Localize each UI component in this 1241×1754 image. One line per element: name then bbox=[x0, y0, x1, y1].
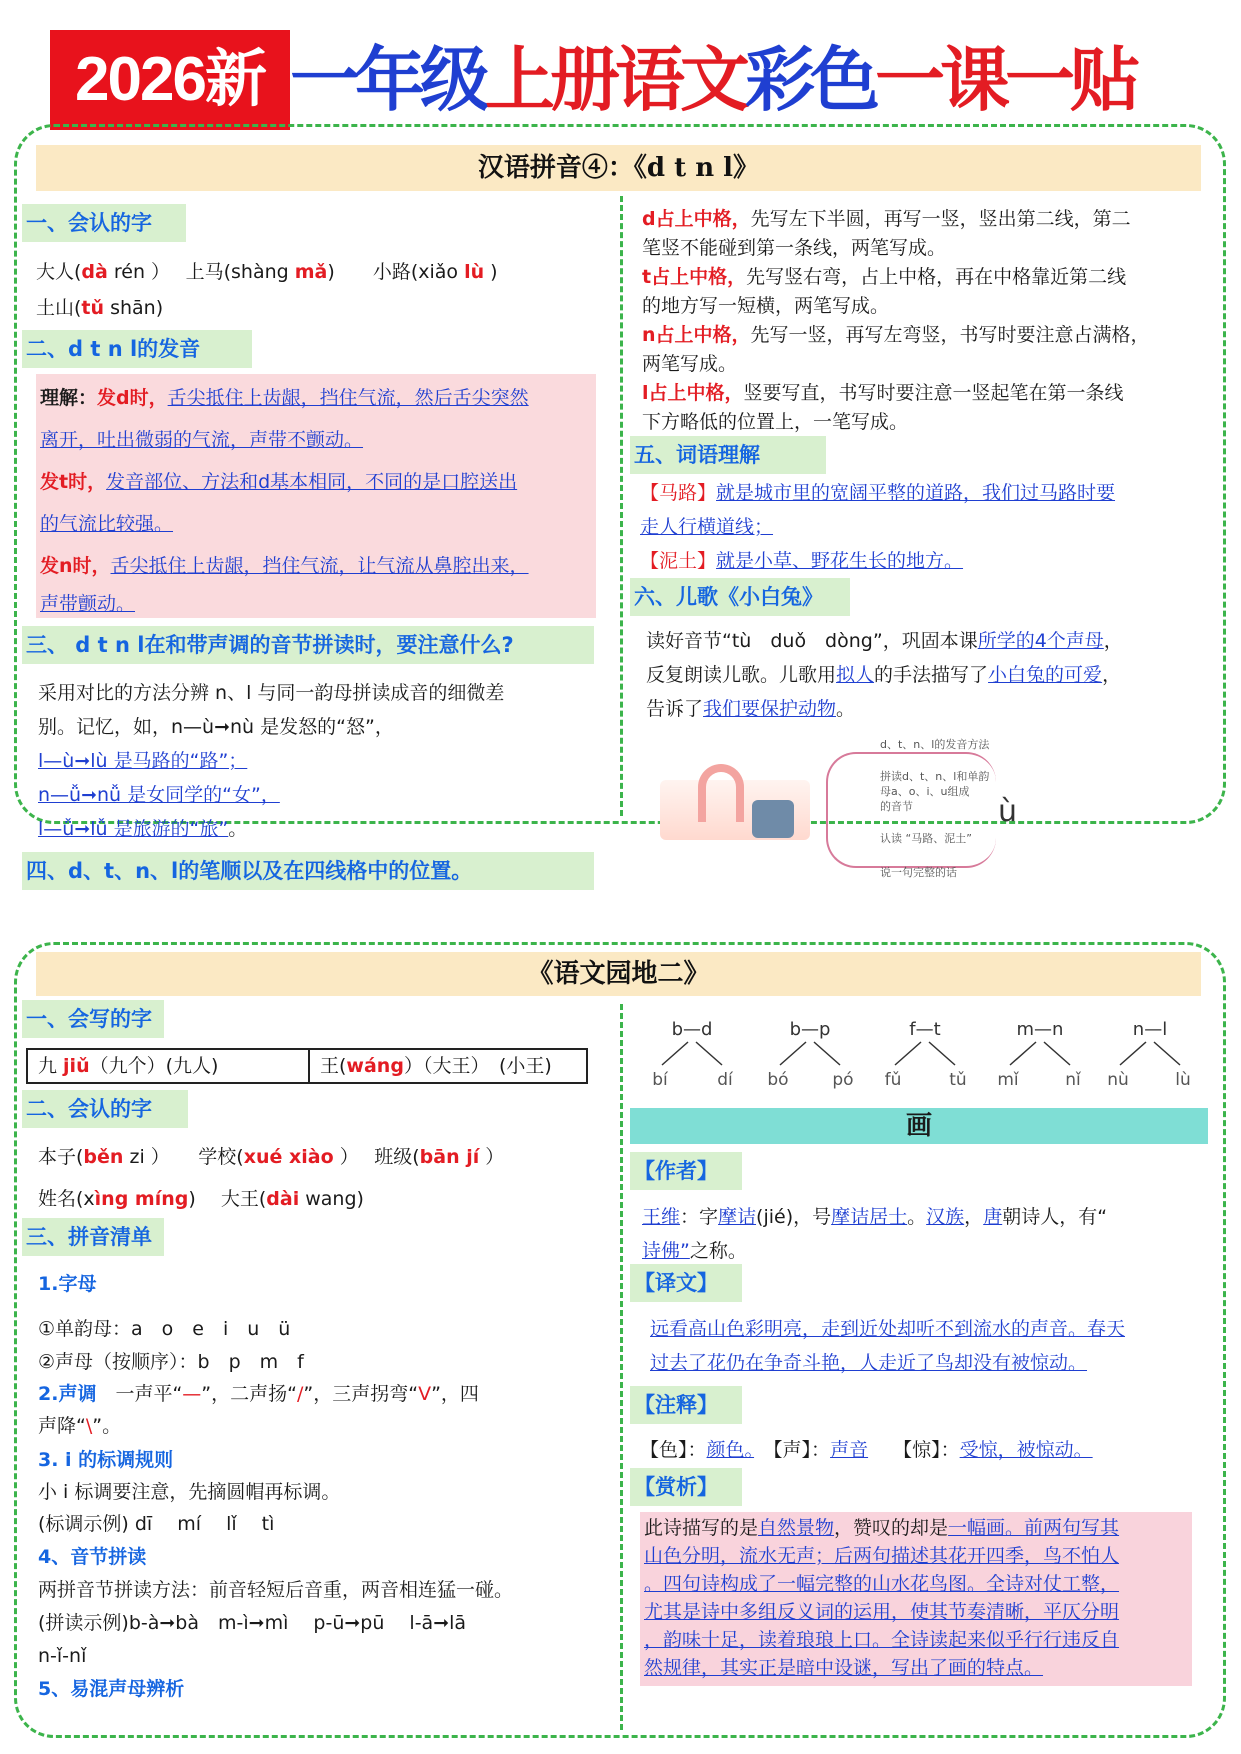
stroke-n-line1: n占上中格，先写一竖，再写左弯竖，书写时要注意占满格， bbox=[642, 324, 1150, 346]
pair-left-1: bí bbox=[652, 1070, 668, 1090]
stroke-l-line1: l占上中格，竖要写直，书写时要注意一竖起笔在第一条线 bbox=[642, 382, 1124, 404]
appreciation-line3: 。四句诗构成了一幅完整的山水花鸟图。全诗对仗工整， bbox=[644, 1573, 1120, 1595]
section-pinyin-list: 三、拼音清单 bbox=[22, 1218, 164, 1256]
write-char-wang: 王(wáng）（大王） (小王) bbox=[320, 1055, 552, 1077]
pron-d-line2: 离开，吐出微弱的气流，声带不颤动。 bbox=[40, 429, 364, 451]
pair-top-4: m—n bbox=[1016, 1019, 1064, 1040]
page-title: 一年级上册语文彩色一课一贴 bbox=[290, 39, 1135, 121]
mindmap-glyph: ù bbox=[998, 794, 1018, 829]
pinyin-a9: n-ǐ-nǐ bbox=[38, 1645, 87, 1667]
pinyin-a2: ②声母（按顺序）：b p m f bbox=[38, 1351, 304, 1373]
pron-t-line2: 的气流比较强。 bbox=[40, 513, 174, 535]
column-divider-2 bbox=[620, 1004, 623, 1730]
mindmap-item-2a: 拼读d、t、n、l和单韵 bbox=[880, 770, 990, 783]
pinyin-a1: ①单韵母：a o e i u ü bbox=[38, 1318, 291, 1340]
pinyin-a3: 2.声调 一声平“—”，二声扬“/”，三声拐弯“V”，四 bbox=[38, 1383, 479, 1405]
rhyme-line3: 告诉了我们要保护动物。 bbox=[646, 698, 856, 720]
mindmap-item-1: d、t、n、l的发音方法 bbox=[880, 738, 990, 751]
pinyin-h3: 3. i 的标调规则 bbox=[38, 1449, 174, 1471]
tone-line-2: 别。记忆，如，n—ù➞nù 是发怒的“怒”， bbox=[38, 716, 394, 738]
arch-image bbox=[698, 764, 744, 822]
section-recognize-chars-2: 二、会认的字 bbox=[22, 1090, 188, 1128]
poem-title: 画 bbox=[630, 1108, 1208, 1144]
recognize-line-1: 大人(dà rén ） 上马(shàng mǎ) 小路(xiǎo lù ) bbox=[36, 261, 498, 283]
pair-top-2: b—p bbox=[789, 1019, 831, 1040]
initial-pairs-diagram bbox=[630, 1010, 1210, 1090]
section-write-chars: 一、会写的字 bbox=[22, 1000, 164, 1038]
author-line1: 王维：字摩诘(jié)，号摩诘居士。汉族，唐朝诗人，有“ bbox=[642, 1206, 1108, 1228]
word-malu-line2: 走人行横道线； bbox=[640, 516, 774, 538]
pinyin-h5: 5、易混声母辨析 bbox=[38, 1678, 185, 1700]
stroke-d-line2: 笔竖不能碰到第一条线，两笔写成。 bbox=[642, 237, 947, 259]
section-nursery-rhyme: 六、儿歌《小白兔》 bbox=[630, 578, 850, 616]
pinyin-a5: 小 i 标调要注意，先摘圆帽再标调。 bbox=[38, 1481, 341, 1503]
stroke-t-line2: 的地方写一短横，两笔写成。 bbox=[642, 295, 890, 317]
appreciation-line2: 山色分明，流水无声；后两句描述其花开四季，鸟不怕人 bbox=[644, 1545, 1120, 1567]
stroke-n-line2: 两笔写成。 bbox=[642, 353, 738, 375]
word-malu-line1: 【马路】就是城市里的宽阔平整的道路，我们过马路时要 bbox=[640, 482, 1116, 504]
pair-top-1: b—d bbox=[671, 1019, 713, 1040]
pair-top-3: f—t bbox=[909, 1019, 941, 1040]
mindmap-item-2c: 的音节 bbox=[880, 800, 913, 813]
recognize2-line2: 姓名(xìng míng) 大王(dài wang) bbox=[38, 1188, 364, 1210]
section-stroke-order: 四、d、t、n、l的笔顺以及在四线格中的位置。 bbox=[22, 852, 594, 890]
card-title-yuandi: 《语文园地二》 bbox=[36, 952, 1201, 996]
appreciation-line5: ，韵味十足，读着琅琅上口。全诗读起来似乎行行违反自 bbox=[644, 1629, 1120, 1651]
stroke-t-line1: t占上中格，先写竖右弯，占上中格，再在中格靠近第二线 bbox=[642, 266, 1127, 288]
pair-group-1 bbox=[652, 1019, 734, 1090]
pair-top-5: n—l bbox=[1132, 1019, 1168, 1040]
year-badge: 2026新 bbox=[50, 30, 290, 130]
pair-left-3: fǔ bbox=[884, 1070, 902, 1090]
pinyin-h1: 1.字母 bbox=[38, 1273, 97, 1295]
card-title-dtnl: 汉语拼音④：《d t n l》 bbox=[36, 145, 1201, 191]
tone-line-4: n—ǚ➞nǚ 是女同学的“女”， bbox=[38, 784, 280, 806]
mindmap-item-4: 说一句完整的话 bbox=[880, 866, 957, 879]
pron-n-line2: 声带颤动。 bbox=[40, 593, 136, 615]
section-translation: 【译文】 bbox=[630, 1264, 742, 1302]
pron-d-line1: 理解：发d时，舌尖抵住上齿龈，挡住气流，然后舌尖突然 bbox=[40, 387, 529, 409]
section-pronunciation: 二、d t n l的发音 bbox=[22, 330, 252, 368]
pair-group-2 bbox=[767, 1019, 853, 1090]
word-nitu: 【泥土】就是小草、野花生长的地方。 bbox=[640, 550, 964, 572]
stroke-l-line2: 下方略低的位置上，一笔写成。 bbox=[642, 411, 909, 433]
pair-left-5: nù bbox=[1107, 1070, 1129, 1090]
appreciation-line6: 然规律，其实正是暗中设谜，写出了画的特点。 bbox=[644, 1657, 1044, 1679]
section-word-meaning: 五、词语理解 bbox=[630, 436, 826, 474]
pair-right-5: lù bbox=[1175, 1070, 1191, 1090]
mindmap-item-2b: 母a、o、i、u组成 bbox=[880, 785, 970, 798]
notes-line: 【色】：颜色。 【声】：声音 【惊】：受惊，被惊动。 bbox=[640, 1439, 1093, 1461]
section-recognize-chars: 一、会认的字 bbox=[22, 204, 186, 242]
pair-group-5 bbox=[1107, 1019, 1191, 1090]
pair-right-2: pó bbox=[832, 1070, 854, 1090]
pinyin-a6: (标调示例) dī mí lǐ tì bbox=[38, 1513, 275, 1535]
translation-line1: 远看高山色彩明亮，走到近处却听不到流水的声音。春天 bbox=[650, 1318, 1126, 1340]
tone-line-5: l—ǚ➞lǚ 是旅游的“旅”。 bbox=[38, 818, 248, 840]
stroke-d-line1: d占上中格，先写左下半圆，再写一竖，竖出第二线，第二 bbox=[642, 208, 1131, 230]
rhyme-line2: 反复朗读儿歌。儿歌用拟人的手法描写了小白兔的可爱， bbox=[646, 664, 1122, 686]
section-appreciation: 【赏析】 bbox=[630, 1468, 742, 1506]
pron-n-line1: 发n时，舌尖抵住上齿龈，挡住气流，让气流从鼻腔出来， bbox=[40, 555, 529, 577]
author-line2: 诗佛”之称。 bbox=[642, 1240, 747, 1262]
pair-right-3: tǔ bbox=[949, 1070, 967, 1090]
section-tone-reading: 三、 d t n l在和带声调的音节拼读时，要注意什么? bbox=[22, 626, 594, 664]
pair-right-4: nǐ bbox=[1065, 1070, 1081, 1090]
pair-group-4 bbox=[997, 1019, 1082, 1090]
write-char-jiu: 九 jiǔ（九个）(九人) bbox=[38, 1055, 219, 1077]
pinyin-a8: (拼读示例)b-à➞bà m-ì➞mì p-ū➞pū l-ā➞lā bbox=[38, 1612, 467, 1634]
pair-group-3 bbox=[885, 1019, 967, 1090]
mindmap-item-3: 认读 “马路、泥土” bbox=[880, 832, 972, 845]
drum-image bbox=[752, 800, 794, 838]
pair-right-1: dí bbox=[717, 1070, 733, 1090]
table-divider bbox=[308, 1048, 310, 1084]
pinyin-a7: 两拼音节拼读方法：前音轻短后音重，两音相连猛一碰。 bbox=[38, 1579, 514, 1601]
section-author: 【作者】 bbox=[630, 1152, 742, 1190]
column-divider bbox=[620, 196, 623, 816]
rhyme-line1: 读好音节“tù duǒ dòng”，巩固本课所学的4个声母， bbox=[646, 630, 1123, 652]
pair-left-4: mǐ bbox=[997, 1070, 1019, 1090]
pron-t-line1: 发t时，发音部位、方法和d基本相同，不同的是口腔送出 bbox=[40, 471, 518, 493]
pinyin-a4: 声降“\”。 bbox=[38, 1415, 122, 1437]
translation-line2: 过去了花仍在争奇斗艳，人走近了鸟却没有被惊动。 bbox=[650, 1352, 1088, 1374]
pair-left-2: bó bbox=[767, 1070, 789, 1090]
section-notes: 【注释】 bbox=[630, 1386, 742, 1424]
tone-line-3: l—ù➞lù 是马路的“路”； bbox=[38, 750, 248, 772]
appreciation-line1: 此诗描写的是自然景物，赞叹的却是一幅画。前两句写其 bbox=[644, 1517, 1120, 1539]
tone-line-1: 采用对比的方法分辨 n、l 与同一韵母拼读成音的细微差 bbox=[38, 682, 505, 704]
recognize2-line1: 本子(běn zi ） 学校(xué xiào ） 班级(bān jí ） bbox=[38, 1146, 505, 1168]
recognize-line-2: 土山(tǔ shān) bbox=[36, 297, 164, 319]
appreciation-line4: 尤其是诗中多组反义词的运用，使其节奏清晰，平仄分明 bbox=[644, 1601, 1120, 1623]
pinyin-h4: 4、音节拼读 bbox=[38, 1546, 147, 1568]
